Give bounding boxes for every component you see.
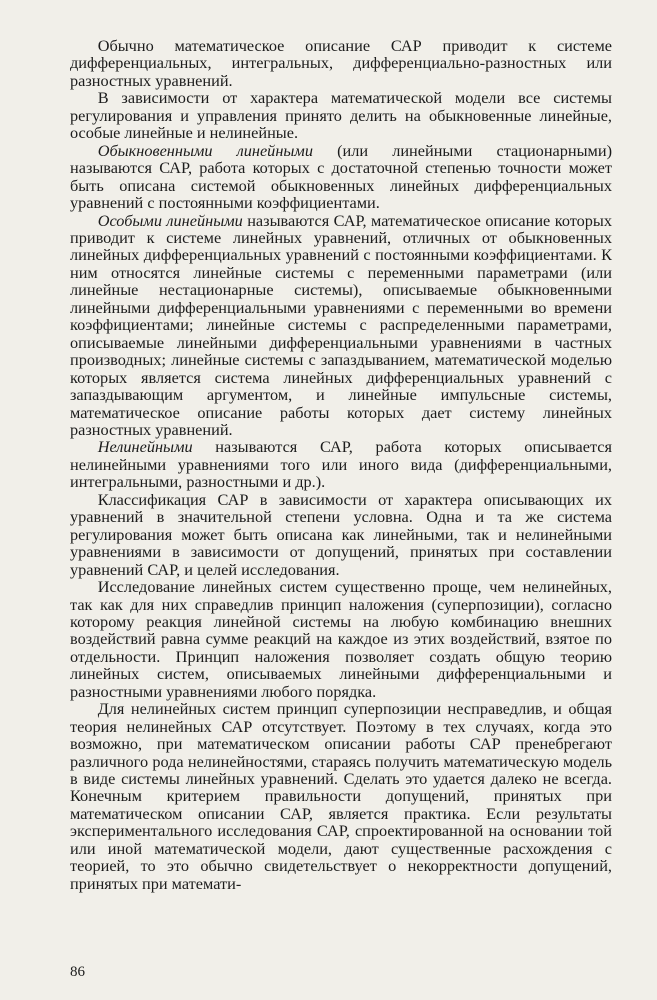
paragraph-6 bbox=[70, 491, 612, 578]
paragraph-8 bbox=[70, 700, 612, 892]
paragraph-1 bbox=[70, 37, 612, 89]
page-number: 86 bbox=[70, 964, 85, 980]
paragraph-4-text: называются САР, математическое описание которых приводит к системе линейных уравнений, отличных от обыкновенных линейных дифференциальных уравнений с постоянными коэффициентами. К ним относятся линейные системы с переменными параметрами (или линейные нестационарные системы), описываемые обыкновенными линейными дифференциальными уравнениями с переменными во времени коэффициентами; линейные системы с распределенными параметрами, описываемые линейными дифференциальными уравнениями в частных производных; линейные системы с запаздыванием, математической моделью которых является система линейных дифференциальных уравнений с запаздывающим аргументом, и линейные импульсные системы, математическое описание работы которых дает систему линейных разностных уравнений. bbox=[70, 210, 612, 439]
paragraph-8-text: Для нелинейных систем принцип суперпозиции несправедлив, и общая теория нелинейных САР отсутствует. Поэтому в тех случаях, когда это возможно, при математическом описании работы САР пренебрегают различного рода нелинейностями, стараясь получить математическую модель в виде системы линейных уравнений. Сделать это удается далеко не всегда. Конечным критерием правильности допущений, принятых при математическом описании САР, является практика. Если результаты экспериментального исследования САР, спроектированной на основании той или иной математической модели, дают существенные расхождения с теорией, то это обычно свидетельствует о некорректности допущений, принятых при математи- bbox=[70, 699, 612, 893]
paragraph-4 bbox=[70, 212, 612, 439]
paragraph-7-text: Исследование линейных систем существенно проще, чем нелинейных, так как для них справедлив принцип наложения (суперпозиции), согласно которому реакция линейной системы на любую комбинацию внешних воздействий равна сумме реакций на каждое из этих воздействий, взятое по отдельности. Принцип наложения позволяет создать общую теорию линейных систем, описываемых линейными дифференциальными и разностными уравнениями любого порядка. bbox=[70, 577, 612, 701]
page-body bbox=[70, 37, 612, 892]
paragraph-1-text: Обычно математическое описание САР приводит к системе дифференциальных, интегральных, дифференциально-разностных или разностных уравнений. bbox=[70, 36, 612, 90]
paragraph-6-text: Классификация САР в зависимости от характера описывающих их уравнений в значительной степени условна. Одна и та же система регулирования может быть описана как линейными, так и нелинейными уравнениями в зависимости от допущений, принятых при составлении уравнений САР, и целей исследования. bbox=[70, 489, 612, 579]
paragraph-3-text: (или линейными стационарными) называются САР, работа которых с достаточной степенью точности может быть описана системой обыкновенных линейных дифференциальных уравнений с постоянными коэффициентами. bbox=[70, 140, 612, 213]
paragraph-3-italic-term: Обыкновенными линейными bbox=[97, 140, 313, 160]
paragraph-2 bbox=[70, 89, 612, 141]
paragraph-4-italic-term: Особыми линейными bbox=[97, 210, 243, 230]
paragraph-5-text: называются САР, работа которых описывается нелинейными уравнениями того или иного вида (дифференциальными, интегральными, разностными и др.). bbox=[70, 437, 612, 492]
paragraph-2-text: В зависимости от характера математической модели все системы регулирования и управления принято делить на обыкновенные линейные, особые линейные и нелинейные. bbox=[70, 88, 612, 143]
paragraph-3 bbox=[70, 142, 612, 212]
paragraph-5 bbox=[70, 438, 612, 490]
paragraph-7 bbox=[70, 578, 612, 700]
paragraph-5-italic-term: Нелинейными bbox=[97, 437, 193, 457]
